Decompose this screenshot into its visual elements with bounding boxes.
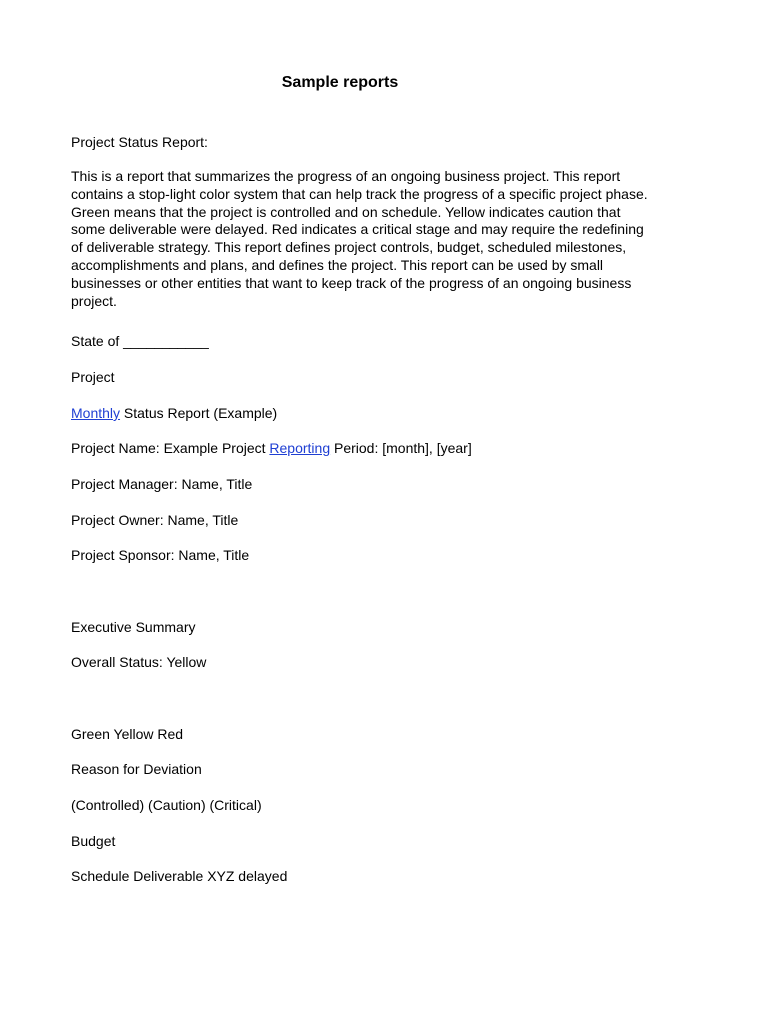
overall-status-line: Overall Status: Yellow	[71, 654, 207, 670]
intro-line: some deliverable were delayed. Red indicates a critical stage and may require the redefining	[71, 221, 644, 238]
status-report-line	[71, 404, 277, 422]
intro-line: accomplishments and plans, and defines the project. This report can be used by small	[71, 256, 604, 273]
intro-paragraph	[71, 168, 701, 310]
schedule-line: Schedule Deliverable XYZ delayed	[71, 868, 288, 884]
section-label: Project Status Report:	[71, 134, 208, 150]
intro-line: businesses or other entities that want to keep track of the progress of an ongoing business	[71, 274, 632, 291]
intro-line: This is a report that summarizes the progress of an ongoing business project. This report	[71, 168, 621, 184]
monthly-link[interactable]: Monthly	[71, 405, 121, 421]
project-name-text: Project Name: Example Project	[71, 440, 270, 456]
project-line: Project	[71, 369, 115, 385]
state-of-line: State of ___________	[71, 333, 209, 349]
project-name-line	[71, 439, 472, 457]
project-owner-line: Project Owner: Name, Title	[71, 512, 239, 528]
document-title: Sample reports	[281, 74, 399, 91]
status-report-text: Status Report (Example)	[120, 405, 278, 421]
budget-line: Budget	[71, 833, 116, 849]
intro-line: Green means that the project is controlled and on schedule. Yellow indicates caution that	[71, 203, 621, 220]
status-colors-row: Green Yellow Red	[71, 726, 184, 742]
reason-for-deviation-line: Reason for Deviation	[71, 761, 202, 777]
intro-line: project.	[71, 292, 117, 309]
executive-summary-heading: Executive Summary	[71, 619, 196, 635]
intro-line: contains a stop-light color system that can help track the progress of a specific project phase.	[71, 185, 648, 202]
status-states-row: (Controlled) (Caution) (Critical)	[71, 797, 262, 813]
intro-line: of deliverable strategy. This report defines project controls, budget, scheduled milestones,	[71, 239, 627, 256]
project-manager-line: Project Manager: Name, Title	[71, 476, 253, 492]
reporting-link[interactable]: Reporting	[269, 440, 331, 456]
period-text: Period: [month], [year]	[330, 440, 472, 456]
project-sponsor-line: Project Sponsor: Name, Title	[71, 547, 250, 563]
